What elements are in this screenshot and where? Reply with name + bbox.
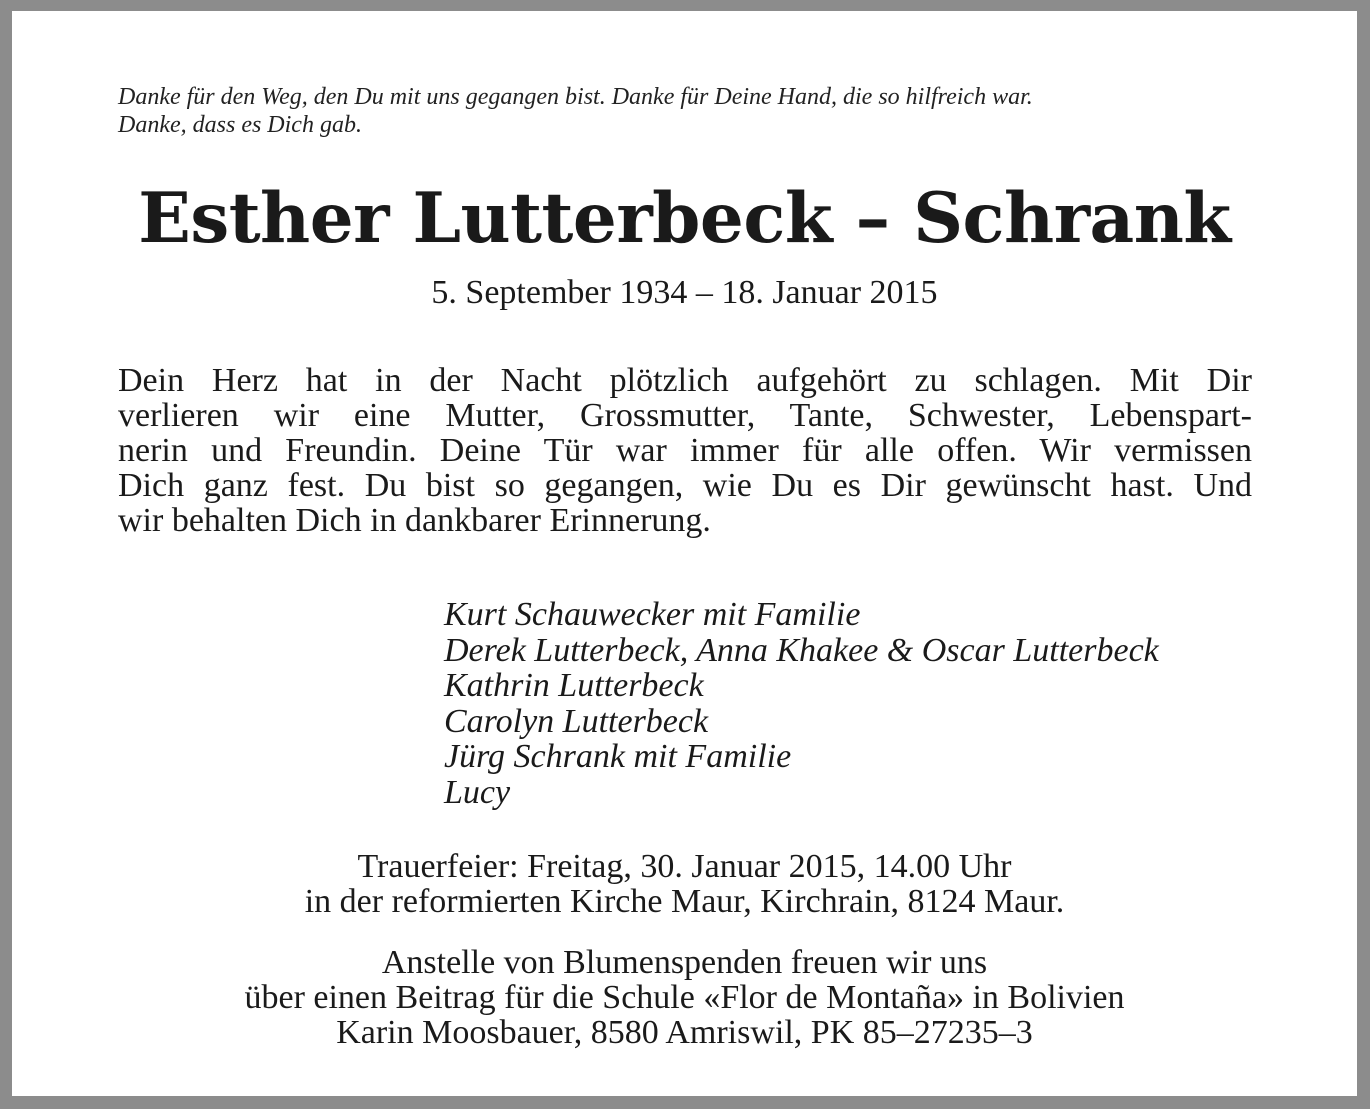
donation-line: Anstelle von Blumenspenden freuen wir uns <box>381 944 988 981</box>
message-line: Dein Herz hat in der Nacht plötzlich aufgehört zu schlagen. Mit Dir <box>118 362 1252 399</box>
mourner-name: Kurt Schauwecker mit Familie <box>444 596 861 633</box>
life-dates: 5. September 1934 – 18. Januar 2015 <box>431 274 938 311</box>
donation-line: Karin Moosbauer, 8580 Amriswil, PK 85–27235–3 <box>336 1014 1033 1051</box>
farewell-message <box>118 363 1252 538</box>
motto-quote <box>118 83 1258 139</box>
message-line: nerin und Freundin. Deine Tür war immer für alle offen. Wir vermissen <box>118 432 1252 469</box>
motto-line: Danke, dass es Dich gab. <box>118 112 362 138</box>
mourner-name: Kathrin Lutterbeck <box>444 667 704 704</box>
message-line: verlieren wir eine Mutter, Grossmutter, Tante, Schwester, Lebenspart- <box>118 397 1252 434</box>
deceased-name: Esther Lutterbeck – Schrank <box>138 178 1231 259</box>
ceremony-line: Trauerfeier: Freitag, 30. Januar 2015, 14.00 Uhr <box>357 848 1012 885</box>
mourners-list <box>444 597 1254 810</box>
message-line: Dich ganz fest. Du bist so gegangen, wie Du es Dir gewünscht hast. Und <box>118 467 1252 504</box>
mourner-name: Derek Lutterbeck, Anna Khakee & Oscar Lutterbeck <box>444 631 1159 669</box>
ceremony-line: in der reformierten Kirche Maur, Kirchrain, 8124 Maur. <box>304 883 1065 920</box>
message-line: wir behalten Dich in dankbarer Erinnerung. <box>118 502 711 539</box>
mourner-name: Lucy <box>444 773 511 811</box>
mourner-name: Carolyn Lutterbeck <box>444 702 709 740</box>
funeral-ceremony-info <box>12 849 1357 919</box>
donation-info <box>12 945 1357 1050</box>
donation-line: über einen Beitrag für die Schule «Flor de Montaña» in Bolivien <box>244 979 1125 1016</box>
obituary-notice <box>12 11 1357 1096</box>
mourner-name: Jürg Schrank mit Familie <box>444 738 792 775</box>
motto-line: Danke für den Weg, den Du mit uns gegangen bist. Danke für Deine Hand, die so hilfreich war. <box>118 84 1033 110</box>
